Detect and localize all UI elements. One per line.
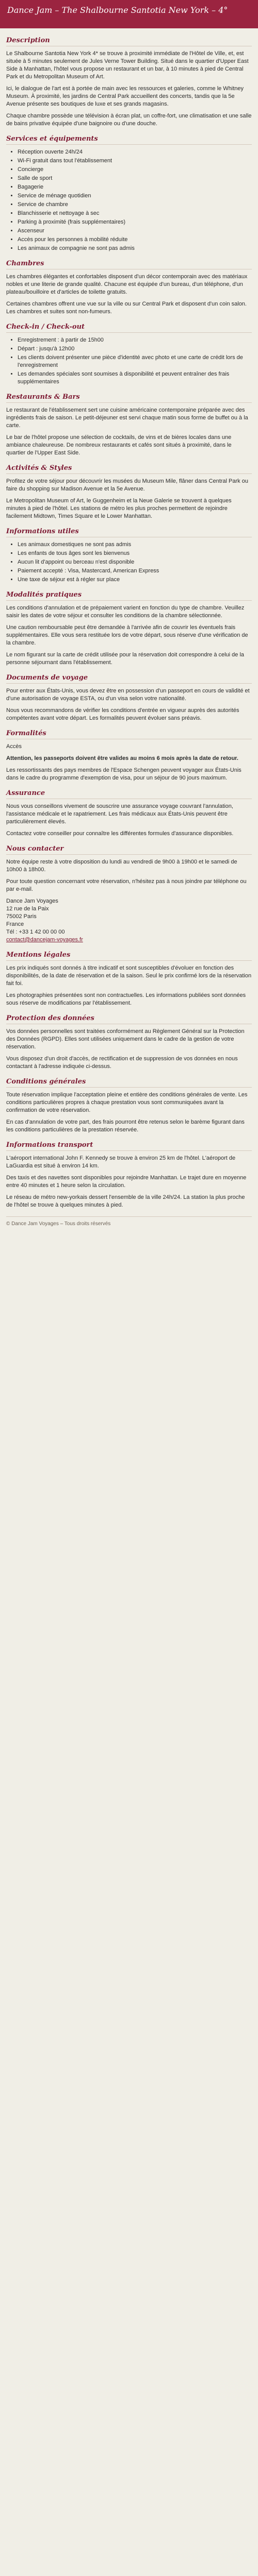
- paragraph: Les prix indiqués sont donnés à titre indicatif et sont susceptibles d'évoluer en fonction des disponibilités, de la date de réservation et de la saison. Seul le prix confirmé lors de la réservation fait foi.: [6, 965, 252, 987]
- list-item: • Les clients doivent présenter une pièce d'identité avec photo et une carte de crédit lors de l'enregistrement: [18, 354, 252, 369]
- section-heading: Modalités pratiques: [6, 591, 252, 601]
- paragraph: Pour toute question concernant votre réservation, n'hésitez pas à nous joindre par téléphone ou par e-mail.: [6, 878, 247, 892]
- paragraph: Chaque chambre possède une télévision à écran plat, un coffre-fort, une climatisation et une salle de bains privative équipée d'une baignoire ou d'une douche.: [6, 113, 252, 127]
- section-mentions: [6, 951, 252, 1007]
- paragraph: Nous vous recommandons de vérifier les conditions d'entrée en vigueur auprès des autorités compétentes avant votre départ. Les formalités peuvent évoluer sans préavis.: [6, 707, 239, 721]
- list-item: • Salle de sport: [18, 175, 252, 182]
- section-contact: [6, 845, 252, 944]
- list-item: • Service de ménage quotidien: [18, 192, 252, 200]
- section-chambres: [6, 260, 252, 316]
- section-modalites: [6, 591, 252, 667]
- paragraph: Notre équipe reste à votre disposition du lundi au vendredi de 9h00 à 19h00 et le samedi de 10h00 à 18h00.: [6, 859, 237, 873]
- section-heading: Check-in / Check-out: [6, 323, 252, 333]
- paragraph: Les chambres élégantes et confortables disposent d'un décor contemporain avec des matériaux nobles et une literie de grande qualité. Chacune est équipée d'un bureau, d'un téléphone, d'un plateau/bouilloire et d'articles de toilette gratuits.: [6, 274, 248, 295]
- list-item: • Les enfants de tous âges sont les bienvenus: [18, 550, 252, 557]
- section-activites: [6, 464, 252, 520]
- section-assurance: [6, 789, 252, 838]
- checkin-list: [6, 336, 252, 386]
- paragraph: Contactez votre conseiller pour connaître les différentes formules d'assurance disponibles.: [6, 831, 234, 837]
- section-heading: Informations transport: [6, 1141, 252, 1151]
- section-services: [6, 135, 252, 252]
- paragraph: Le nom figurant sur la carte de crédit utilisée pour la réservation doit correspondre à celui de la personne séjournant dans l'établissement.: [6, 652, 245, 666]
- list-item: • Les animaux de compagnie ne sont pas admis: [18, 245, 252, 252]
- list-item: • Paiement accepté : Visa, Mastercard, American Express: [18, 567, 252, 575]
- list-item: • Aucun lit d'appoint ou berceau n'est disponible: [18, 558, 252, 566]
- list-item: • Bagagerie: [18, 183, 252, 191]
- section-formalites: [6, 730, 252, 782]
- section-restaurants: [6, 393, 252, 457]
- paragraph: Pour entrer aux États-Unis, vous devez être en possession d'un passeport en cours de validité et d'une autorisation de voyage ESTA, ou d'un visa selon votre nationalité.: [6, 688, 250, 702]
- paragraph: Le Shalbourne Santotia New York 4* se trouve à proximité immédiate de l'Hôtel de Ville, et, est située à 5 minutes seulement de Jules Verne Tower Building. Situé dans le quartier d'Upper East Side à Manhattan, l'hôtel vous propose un restaurant et un bar, à 10 minutes à pied de Central Park et du Metropolitan Museum of Art.: [6, 50, 249, 80]
- paragraph: Accès: [6, 743, 22, 750]
- section-heading: Services et équipements: [6, 135, 252, 145]
- section-heading: Restaurants & Bars: [6, 393, 252, 403]
- list-item: • Départ : jusqu'à 12h00: [18, 345, 252, 353]
- copyright-text: © Dance Jam Voyages – Tous droits réservés: [6, 1221, 111, 1227]
- section-donnees: [6, 1014, 252, 1071]
- section-heading: Description: [6, 37, 252, 46]
- section-heading: Formalités: [6, 730, 252, 739]
- list-item: • Parking à proximité (frais supplémentaires): [18, 218, 252, 226]
- section-heading: Protection des données: [6, 1014, 252, 1024]
- paragraph: Ici, le dialogue de l'art est à portée de main avec les ressources et galeries, comme le Whitney Museum. À proximité, les jardins de Central Park accueillent des concerts, tandis que la 5e Avenue présente ses boutiques de luxe et ses grands magasins.: [6, 86, 244, 107]
- address-line: Dance Jam Voyages: [6, 898, 58, 904]
- section-heading: Mentions légales: [6, 951, 252, 961]
- list-item: • Service de chambre: [18, 201, 252, 209]
- postal-address: [6, 897, 252, 944]
- section-checkin: [6, 323, 252, 386]
- section-heading: Chambres: [6, 260, 252, 269]
- infos-list: [6, 541, 252, 584]
- paragraph: Les ressortissants des pays membres de l'Espace Schengen peuvent voyager aux États-Unis dans le cadre du programme d'exemption de visa, pour un séjour de 90 jours maximum.: [6, 767, 241, 781]
- email-link[interactable]: contact@dancejam-voyages.fr: [6, 937, 83, 943]
- list-item: • Blanchisserie et nettoyage à sec: [18, 210, 252, 217]
- services-list: [6, 148, 252, 252]
- paragraph: Les photographies présentées sont non contractuelles. Les informations publiées sont données sous réserve de modifications par l'établissement.: [6, 992, 246, 1006]
- paragraph: Vos données personnelles sont traitées conformément au Règlement Général sur la Protection des Données (RGPD). Elles sont utilisées uniquement dans le cadre de la gestion de votre réservation.: [6, 1028, 245, 1050]
- paragraph: Certaines chambres offrent une vue sur la ville ou sur Central Park et disposent d'un coin salon. Les chambres et suites sont non-fumeurs.: [6, 301, 247, 315]
- list-item: • Enregistrement : à partir de 15h00: [18, 336, 252, 344]
- paragraph: Le bar de l'hôtel propose une sélection de cocktails, de vins et de bières locales dans une ambiance chaleureuse. De nombreux restaurants et cafés sont situés à proximité, dans le quartier de l'Upper East Side.: [6, 434, 232, 456]
- phone-number: Tél : +33 1 42 00 00 00: [6, 929, 65, 935]
- paragraph: Nous vous conseillons vivement de souscrire une assurance voyage couvrant l'annulation, l'assistance médicale et le rapatriement. Les frais médicaux aux États-Unis peuvent être particulièrement élevés.: [6, 803, 233, 825]
- paragraph: Le restaurant de l'établissement sert une cuisine américaine contemporaine préparée avec des ingrédients frais de saison. Le petit-déjeuner est servi chaque matin sous forme de buffet ou à la carte.: [6, 407, 248, 429]
- paragraph: Toute réservation implique l'acceptation pleine et entière des conditions générales de vente. Les conditions particulières propres à chaque prestation vous sont communiquées avant la confirmation de votre réservation.: [6, 1092, 248, 1113]
- section-heading: Conditions générales: [6, 1078, 252, 1088]
- section-transport: [6, 1141, 252, 1209]
- list-item: • Accès pour les personnes à mobilité réduite: [18, 236, 252, 244]
- list-item: • Concierge: [18, 166, 252, 174]
- paragraph: L'aéroport international John F. Kennedy se trouve à environ 25 km de l'hôtel. L'aéroport de LaGuardia est situé à environ 14 km.: [6, 1155, 236, 1169]
- paragraph-emphasis: Attention, les passeports doivent être valides au moins 6 mois après la date de retour.: [6, 755, 238, 761]
- page-title: Dance Jam – The Shalbourne Santotia New York – 4°: [7, 5, 228, 15]
- section-infos: [6, 528, 252, 584]
- paragraph: Le Metropolitan Museum of Art, le Guggenheim et la Neue Galerie se trouvent à quelques minutes à pied de l'hôtel. Les stations de métro les plus proches permettent de rejoindre facilement Midtown, Times Square et le Lower Manhattan.: [6, 498, 232, 519]
- section-heading: Nous contacter: [6, 845, 252, 855]
- list-item: • Les animaux domestiques ne sont pas admis: [18, 541, 252, 549]
- list-item: • Wi-Fi gratuit dans tout l'établissement: [18, 157, 252, 165]
- list-item: • Une taxe de séjour est à régler sur place: [18, 576, 252, 584]
- paragraph: Profitez de votre séjour pour découvrir les musées du Museum Mile, flâner dans Central Park ou faire du shopping sur Madison Avenue et la 5e Avenue.: [6, 478, 248, 492]
- address-line: 75002 Paris: [6, 913, 37, 920]
- section-heading: Activités & Styles: [6, 464, 252, 474]
- main-content: [0, 28, 258, 1233]
- paragraph: En cas d'annulation de votre part, des frais pourront être retenus selon le barème figurant dans les conditions particulières de la prestation réservée.: [6, 1119, 245, 1133]
- section-conditions: [6, 1078, 252, 1134]
- paragraph: Le réseau de métro new-yorkais dessert l'ensemble de la ville 24h/24. La station la plus proche de l'hôtel se trouve à quelques minutes à pied.: [6, 1194, 245, 1208]
- paragraph: Les conditions d'annulation et de prépaiement varient en fonction du type de chambre. Veuillez saisir les dates de votre séjour et consulter les conditions de la chambre sélectionnée.: [6, 605, 245, 619]
- paragraph: Vous disposez d'un droit d'accès, de rectification et de suppression de vos données en nous contactant à l'adresse indiquée ci-dessus.: [6, 1056, 238, 1070]
- page-footer: [6, 1216, 252, 1228]
- section-heading: Assurance: [6, 789, 252, 799]
- section-heading: Informations utiles: [6, 528, 252, 537]
- address-line: 12 rue de la Paix: [6, 906, 49, 912]
- section-heading: Documents de voyage: [6, 674, 252, 684]
- list-item: • Ascenseur: [18, 227, 252, 235]
- section-documents: [6, 674, 252, 722]
- paragraph: Une caution remboursable peut être demandée à l'arrivée afin de couvrir les éventuels frais supplémentaires. Elle vous sera restituée lors de votre départ, sous réserve d'une vérification de la chambre.: [6, 624, 248, 646]
- section-description: [6, 37, 252, 128]
- hero-banner: [0, 0, 258, 28]
- address-line: France: [6, 921, 24, 927]
- paragraph: Des taxis et des navettes sont disponibles pour rejoindre Manhattan. Le trajet dure en moyenne entre 40 minutes et 1 heure selon la circulation.: [6, 1175, 247, 1189]
- list-item: • Réception ouverte 24h/24: [18, 148, 252, 156]
- list-item: • Les demandes spéciales sont soumises à disponibilité et peuvent entraîner des frais supplémentaires: [18, 370, 252, 386]
